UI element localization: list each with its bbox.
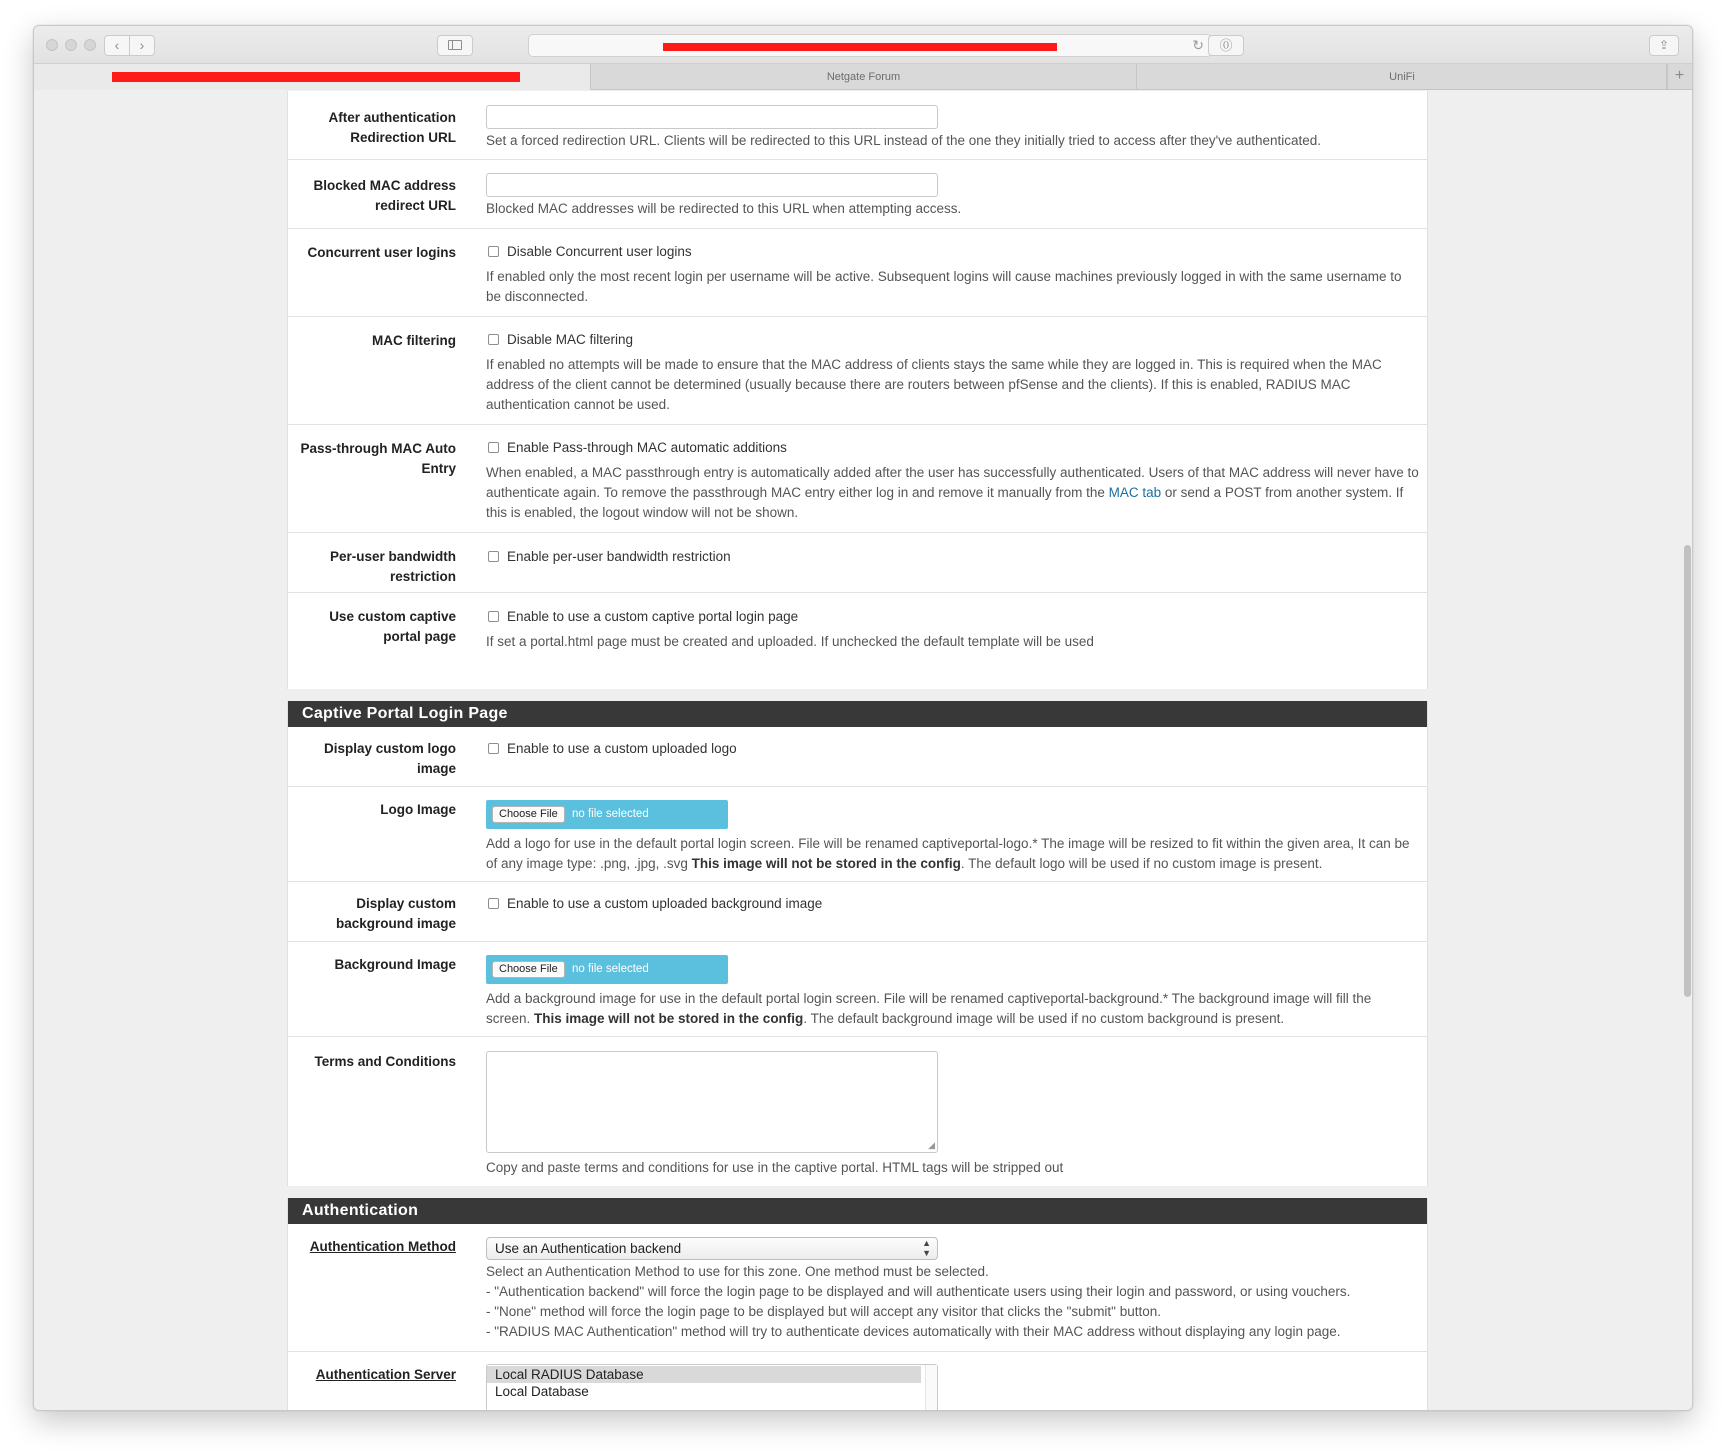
bg-file-status: no file selected xyxy=(572,963,649,975)
redacted-tab-title xyxy=(112,72,520,82)
forward-button[interactable] xyxy=(129,35,155,56)
logo-file-input[interactable] xyxy=(486,800,728,829)
auth-method-label[interactable]: Authentication Method xyxy=(309,1239,456,1254)
custom-bg-checkbox-label: Enable to use a custom uploaded background image xyxy=(507,896,823,911)
custom-bg-row xyxy=(288,882,1427,942)
login-page-title: Captive Portal Login Page xyxy=(288,701,1427,727)
reader-icon: ⓪ xyxy=(1219,38,1233,53)
bg-help-text: Add a background image for use in the default portal login screen. File will be renamed captiveportal-background.* The background image will fill the screen. xyxy=(486,991,1372,1026)
custom-portal-help: If set a portal.html page must be created and uploaded. If unchecked the default template will be used xyxy=(486,634,1094,649)
terms-label: Terms and Conditions xyxy=(314,1054,456,1069)
logo-image-label: Logo Image xyxy=(380,802,456,817)
auth-method-help-line: - "RADIUS MAC Authentication" method will try to authenticate devices automatically with their MAC address without displaying any login page. xyxy=(486,1324,1341,1339)
custom-bg-label: Display custom background image xyxy=(335,896,456,931)
auth-server-row xyxy=(288,1352,1427,1411)
plus-icon: + xyxy=(1674,67,1685,84)
settings-panel xyxy=(287,91,1428,689)
reload-icon[interactable]: ↻ xyxy=(1192,37,1204,53)
tab-netgate-forum[interactable] xyxy=(591,64,1137,90)
bg-image-help xyxy=(486,989,1419,1029)
mac-filtering-checkbox[interactable] xyxy=(488,334,499,345)
resize-grip-icon[interactable]: ◢ xyxy=(928,1140,935,1150)
custom-logo-label: Display custom logo image xyxy=(323,741,456,776)
custom-logo-checkbox[interactable] xyxy=(488,743,499,754)
logo-image-help xyxy=(486,834,1419,874)
tab-label: UniFi xyxy=(1389,71,1415,83)
title-bar xyxy=(34,26,1692,64)
concurrent-logins-row xyxy=(288,229,1427,317)
back-button[interactable] xyxy=(104,35,130,56)
bg-help-text-end: . The default background image will be used if no custom background is present. xyxy=(803,1011,1285,1026)
concurrent-logins-checkbox-label: Disable Concurrent user logins xyxy=(507,244,692,259)
bg-image-label: Background Image xyxy=(334,957,456,972)
share-button[interactable] xyxy=(1649,35,1679,56)
minimize-window-button[interactable] xyxy=(65,39,77,51)
new-tab-button[interactable] xyxy=(1666,64,1692,90)
tab-unifi[interactable] xyxy=(1137,64,1668,90)
passthrough-help xyxy=(486,463,1419,523)
bg-choose-file-button[interactable]: Choose File xyxy=(492,961,565,978)
passthrough-help-text-end: or send a POST from another system. If this is enabled, the logout window will not be shown. xyxy=(486,485,1404,520)
mac-filtering-checkbox-label: Disable MAC filtering xyxy=(507,332,634,347)
chevron-right-icon: › xyxy=(139,37,145,53)
authentication-title: Authentication xyxy=(288,1198,1427,1224)
login-page-panel xyxy=(287,701,1428,1186)
bandwidth-checkbox[interactable] xyxy=(488,551,499,562)
passthrough-checkbox[interactable] xyxy=(488,442,499,453)
mac-filtering-help: If enabled no attempts will be made to ensure that the MAC address of clients stays the same while they are logged in. This is required when the MAC address of the client cannot be determined (usually because there are routers between pfSense and the clients). If this is enabled, RADIUS MAC authentication cannot be used. xyxy=(486,357,1382,412)
concurrent-logins-help: If enabled only the most recent login per username will be active. Subsequent logins will cause machines previously logged in with the same username to be disconnected. xyxy=(486,269,1402,304)
auth-server-option-selected[interactable]: Local RADIUS Database xyxy=(487,1366,921,1383)
bandwidth-label: Per-user bandwidth restriction xyxy=(329,549,456,584)
select-arrows-icon: ▲ ▼ xyxy=(922,1238,931,1258)
zoom-window-button[interactable] xyxy=(84,39,96,51)
custom-portal-checkbox[interactable] xyxy=(488,611,499,622)
logo-file-status: no file selected xyxy=(572,808,649,820)
mac-tab-link[interactable]: MAC tab xyxy=(1108,485,1162,500)
custom-logo-row xyxy=(288,727,1427,787)
logo-choose-file-button[interactable]: Choose File xyxy=(492,806,565,823)
sidebar-icon xyxy=(448,40,462,50)
terms-row xyxy=(288,1037,1427,1185)
tab-bar xyxy=(34,64,1692,90)
page-scrollbar[interactable] xyxy=(1684,545,1691,997)
mac-filtering-label: MAC filtering xyxy=(372,333,456,348)
tab-current[interactable] xyxy=(34,64,591,90)
auth-method-help-line: - "Authentication backend" will force the login page to be displayed and will authenticate users using their login and password, or using vouchers. xyxy=(486,1284,1351,1299)
auth-method-row xyxy=(288,1224,1427,1352)
logo-image-row xyxy=(288,787,1427,882)
passthrough-row xyxy=(288,425,1427,533)
authentication-panel xyxy=(287,1198,1428,1411)
passthrough-help-text: When enabled, a MAC passthrough entry is automatically added after the user has successfully authenticated. Users of that MAC address will never have to authenticate again. To remove the passthrough MAC entry either log in and remove it manually from the xyxy=(486,465,1419,500)
auth-server-label[interactable]: Authentication Server xyxy=(315,1367,456,1382)
terms-textarea[interactable] xyxy=(486,1051,938,1153)
blocked-mac-input[interactable] xyxy=(486,173,938,197)
passthrough-checkbox-label: Enable Pass-through MAC automatic additions xyxy=(507,440,787,455)
address-bar[interactable] xyxy=(528,34,1212,57)
redacted-url xyxy=(663,43,1057,51)
bandwidth-row xyxy=(288,533,1427,593)
custom-portal-label: Use custom captive portal page xyxy=(329,609,456,644)
concurrent-logins-label: Concurrent user logins xyxy=(307,245,456,260)
custom-logo-checkbox-label: Enable to use a custom uploaded logo xyxy=(507,741,737,756)
auth-method-help-line: - "None" method will force the login page to be displayed but will accept any visitor that clicks the "submit" button. xyxy=(486,1304,1162,1319)
custom-portal-checkbox-label: Enable to use a custom captive portal login page xyxy=(507,609,799,624)
terms-help: Copy and paste terms and conditions for use in the captive portal. HTML tags will be stripped out xyxy=(486,1160,1064,1175)
logo-help-bold: This image will not be stored in the config xyxy=(691,856,961,871)
tab-label: Netgate Forum xyxy=(826,71,901,83)
page-content xyxy=(34,91,1692,1411)
auth-method-help xyxy=(486,1262,1419,1342)
concurrent-logins-checkbox[interactable] xyxy=(488,246,499,257)
blocked-mac-help: Blocked MAC addresses will be redirected to this URL when attempting access. xyxy=(486,201,962,216)
auth-method-help-line: Select an Authentication Method to use for this zone. One method must be selected. xyxy=(486,1264,989,1279)
passthrough-label: Pass-through MAC Auto Entry xyxy=(300,441,456,476)
redirect-url-row xyxy=(288,91,1427,160)
custom-bg-checkbox[interactable] xyxy=(488,898,499,909)
bg-image-row xyxy=(288,942,1427,1037)
chevron-left-icon: ‹ xyxy=(114,37,120,53)
bandwidth-checkbox-label: Enable per-user bandwidth restriction xyxy=(507,549,731,564)
auth-server-listbox[interactable] xyxy=(486,1364,938,1411)
logo-help-text-end: . The default logo will be used if no custom image is present. xyxy=(960,856,1323,871)
redirect-url-label: After authentication Redirection URL xyxy=(328,110,456,145)
reader-button[interactable] xyxy=(1208,35,1244,56)
auth-method-selected: Use an Authentication backend xyxy=(495,1241,682,1256)
blocked-mac-label: Blocked MAC address redirect URL xyxy=(313,178,456,213)
sidebar-button[interactable] xyxy=(437,35,473,56)
mac-filtering-row xyxy=(288,317,1427,425)
logo-help-text: Add a logo for use in the default portal login screen. File will be renamed captiveportal-logo.* The image will be resized to fit within the given area, It can be of any image type: .png, .jpg, .svg xyxy=(486,836,1410,871)
blocked-mac-row xyxy=(288,160,1427,229)
share-icon: ⇪ xyxy=(1658,38,1670,52)
bg-file-input[interactable] xyxy=(486,955,728,984)
auth-method-select[interactable] xyxy=(486,1237,938,1260)
close-window-button[interactable] xyxy=(46,39,58,51)
auth-server-option[interactable]: Local Database xyxy=(495,1384,589,1399)
browser-window xyxy=(33,25,1693,1411)
redirect-url-input[interactable] xyxy=(486,105,938,129)
custom-portal-row xyxy=(288,593,1427,658)
redirect-url-help: Set a forced redirection URL. Clients will be redirected to this URL instead of the one they initially tried to access after they've authenticated. xyxy=(486,133,1322,148)
listbox-scrollbar[interactable] xyxy=(925,1365,937,1411)
bg-help-bold: This image will not be stored in the config xyxy=(534,1011,804,1026)
